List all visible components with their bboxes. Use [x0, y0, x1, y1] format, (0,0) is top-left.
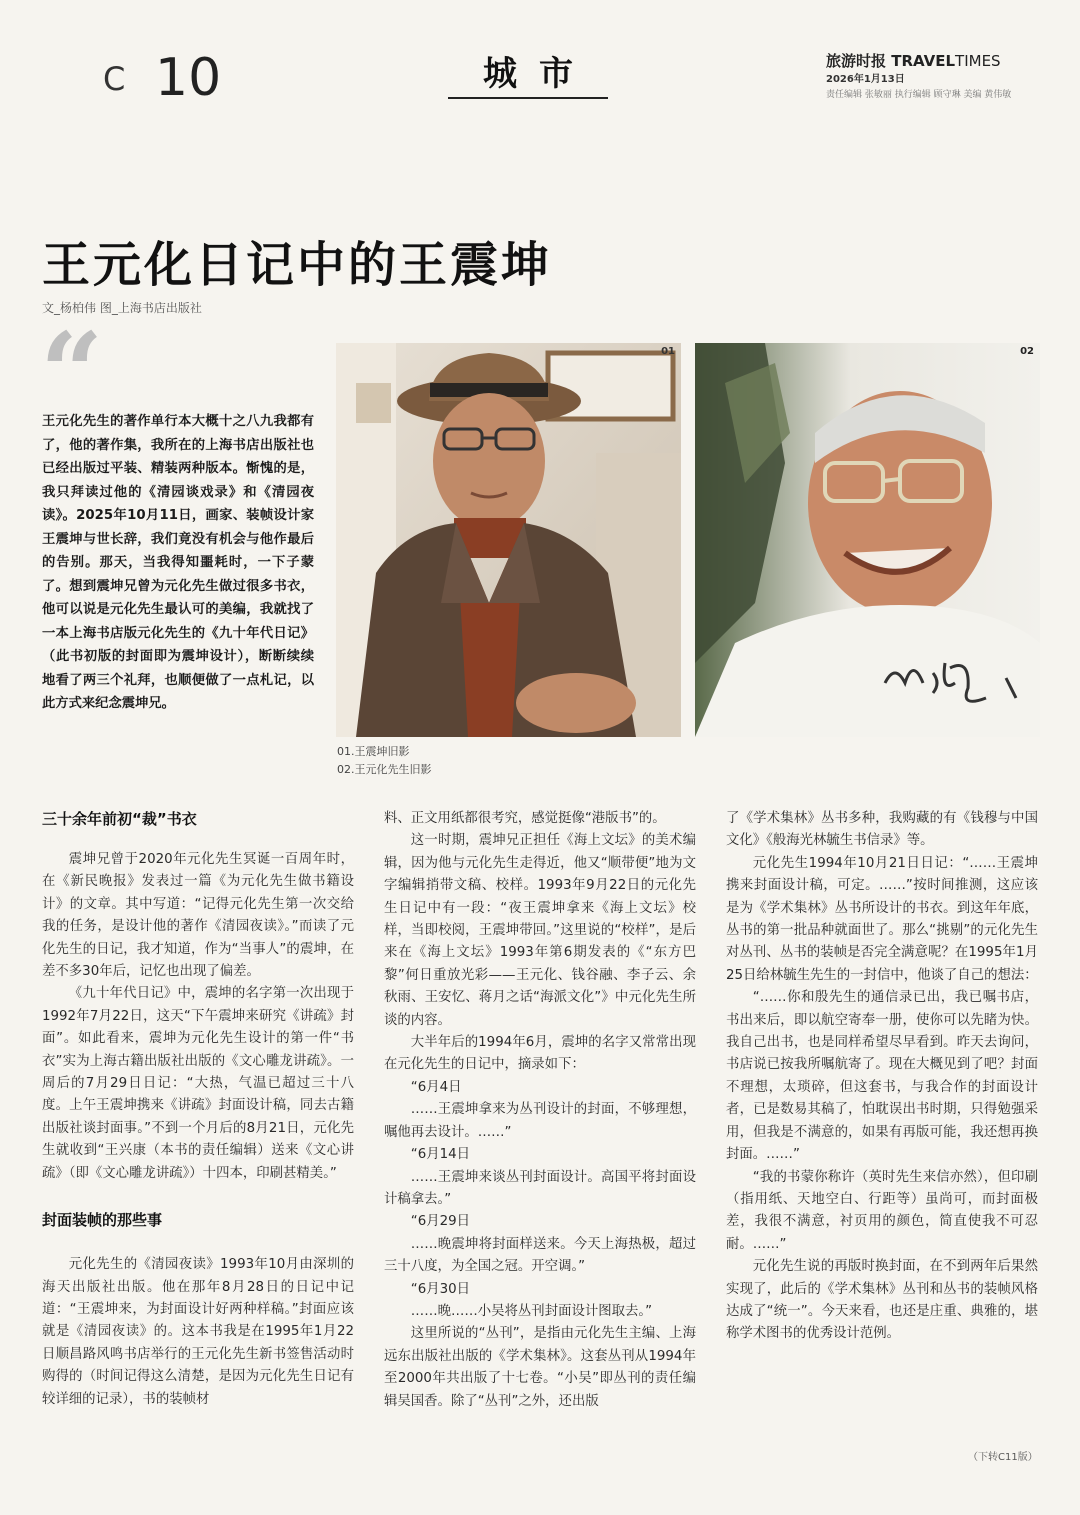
masthead-en: TIMES — [955, 52, 1001, 70]
paragraph: 大半年后的1994年6月，震坤的名字又常常出现在元化先生的日记中，摘录如下： — [384, 1035, 696, 1073]
diary-date: “6月4日 — [410, 1079, 462, 1095]
photo-number: 02 — [1020, 346, 1034, 357]
subheading: 三十余年前初“裁”书衣 — [42, 810, 197, 828]
article-column-2 — [384, 808, 696, 1413]
photo-caption: 01.王震坤旧影 — [337, 745, 410, 758]
diary-entry: ……王震坤拿来为丛刊设计的封面，不够理想，嘱他再去设计。……” — [384, 1102, 696, 1140]
masthead-cn: 旅游时报 — [826, 52, 887, 70]
issue-date: 2026年1月13日 — [826, 74, 905, 85]
diary-entry: ……晚……小吴将丛刊封面设计图取去。” — [410, 1303, 653, 1319]
diary-date: “6月29日 — [410, 1214, 471, 1230]
section-title: 城市 — [483, 54, 595, 94]
paragraph: 元化先生的《清园夜读》1993年10月由深圳的海天出版社出版。他在那年8月28日的日记中记道：“王震坤来，为封面设计好两种样稿。”封面应该就是《清园夜读》的。这本书我是在1995年1月22日顺昌路风鸣书店举行的王元化先生新书签售活动时购得的（时间记得这么清楚，是因为元化先生日记有较详细的记录），书的装帧材 — [42, 1257, 354, 1407]
diary-date: “6月30日 — [410, 1281, 471, 1297]
photo-wang-yuanhua — [695, 343, 1040, 737]
article-column-1 — [42, 808, 354, 1411]
photo-wang-zhenkun — [336, 343, 681, 737]
diary-entry: ……王震坤来谈丛刊封面设计。高国平将封面设计稿拿去。” — [384, 1169, 696, 1207]
photo-caption: 02.王元化先生旧影 — [337, 763, 432, 776]
masthead — [826, 50, 1001, 71]
paragraph: 元化先生1994年10月21日日记：“……王震坤携来封面设计稿，可定。……”按时间推测，这应该是为《学术集林》丛书所设计的书衣。到这年年底，丛书的第一批品种就面世了。那么“挑剔”的元化先生对丛刊、丛书的装帧是否完全满意呢？在1995年1月25日给林毓生先生的一封信中，他谈了自己的想法： — [726, 855, 1038, 983]
article-column-3 — [726, 808, 1038, 1346]
letter-quote: “我的书蒙你称许（英时先生来信亦然），但印刷（指用纸、天地空白、行距等）虽尚可，而封面极差，我很不满意，衬页用的颜色，简直使我不可忍耐。……” — [726, 1169, 1038, 1252]
continued-note: （下转C11版） — [968, 1452, 1038, 1463]
article-intro: 王元化先生的著作单行本大概十之八九我都有了，他的著作集，我所在的上海书店出版社也已经出版过平装、精装两种版本。惭愧的是，我只拜读过他的《清园谈戏录》和《清园夜读》。2025年10月11日，画家、装帧设计家王震坤与世长辞，我们竟没有机会与他作最后的告别。那天，当我得知噩耗时，一下子蒙了。想到震坤兄曾为元化先生做过很多书衣，他可以说是元化先生最认可的美编，我就找了一本上海书店版元化先生的《九十年代日记》（此书初版的封面即为震坤设计），断断续续地看了两三个礼拜，也顺便做了一点札记，以此方式来纪念震坤兄。 — [42, 414, 314, 711]
paragraph: 了《学术集林》丛书多种，我购藏的有《钱穆与中国文化》《般海光林毓生书信录》等。 — [726, 811, 1038, 849]
paragraph: 料、正文用纸都很考究，感觉挺像“港版书”的。 — [384, 811, 666, 826]
paragraph: 这里所说的“丛刊”，是指由元化先生主编、上海远东出版社出版的《学术集林》。这套丛刊从1994年至2000年共出版了十七卷。“小吴”即丛刊的责任编辑吴国香。除了“丛刊”之外，还出版 — [384, 1326, 696, 1409]
masthead-en-bold: TRAVEL — [891, 52, 956, 70]
article-headline: 王元化日记中的王震坤 — [42, 237, 553, 293]
diary-date: “6月14日 — [410, 1147, 471, 1163]
page-number-prefix: C — [103, 60, 136, 98]
editors-credit: 责任编辑 张敏丽 执行编辑 顾守琳 美编 黄伟敏 — [826, 90, 1012, 100]
paragraph: 《九十年代日记》中，震坤的名字第一次出现于1992年7月22日，这天“下午震坤来研究《讲疏》封面”。如此看来，震坤为元化先生设计的第一件“书衣”实为上海古籍出版社出版的《文心雕龙讲疏》。一周后的7月29日日记：“大热，气温已超过三十八度。上午王震坤携来《讲疏》封面设计稿，同去古籍出版社谈封面事。”不到一个月后的8月21日，元化先生就收到“王兴康（本书的责任编辑）送来《文心讲疏》（即《文心雕龙讲疏》）十四本，印刷甚精美。” — [42, 986, 354, 1181]
paragraph: 元化先生说的再版时换封面，在不到两年后果然实现了，此后的《学术集林》丛刊和丛书的装帧风格达成了“统一”。今天来看，也还是庄重、典雅的，堪称学术图书的优秀设计范例。 — [726, 1259, 1038, 1342]
subheading: 封面装帧的那些事 — [42, 1211, 163, 1230]
page-number: 10 — [155, 48, 222, 108]
photo-number: 01 — [661, 346, 675, 357]
portrait-illustration-2 — [695, 343, 1040, 737]
portrait-illustration-1 — [336, 343, 681, 737]
diary-entry: ……晚震坤将封面样送来。今天上海热极，超过三十八度，为全国之冠。开空调。” — [384, 1236, 696, 1275]
letter-quote: “……你和殷先生的通信录已出，我已嘱书店，书出来后，即以航空寄奉一册，使你可以先睹为快。我自己出书，也是同样希望尽早看到。昨天去询问，书店说已按我所嘱航寄了。现在大概见到了吧？封面不理想，太琐碎，但这套书，与我合作的封面设计者，已是数易其稿了，怕耽误出书时期，只得勉强采用，但我是不满意的，如果有再版可能，我还想再换封面。……” — [726, 990, 1038, 1163]
article-byline: 文_杨柏伟 图_上海书店出版社 — [42, 301, 202, 315]
paragraph: 这一时期，震坤兄正担任《海上文坛》的美术编辑，因为他与元化先生走得近，他又“顺带便”地为文字编辑捎带文稿、校样。1993年9月22日的元化先生日记中有一段：“夜王震坤拿来《海上文坛》校样，当即校阅，王震坤带回。”这里说的“校样”，是后来在《海上文坛》1993年第6期发表的《“东方巴黎”何日重放光彩——王元化、钱谷融、李子云、余秋雨、王安忆、蒋月之话“海派文化”》中元化先生所谈的内容。 — [384, 833, 696, 1028]
paragraph: 震坤兄曾于2020年元化先生冥诞一百周年时，在《新民晚报》发表过一篇《为元化先生做书籍设计》的文章。其中写道：“记得元化先生第一次交给我的任务，是设计他的著作《清园夜读》。”而读了元化先生的日记，我才知道，作为“当事人”的震坤，在差不多30年后，记忆也出现了偏差。 — [42, 852, 354, 980]
quote-mark-icon: “ — [40, 308, 104, 437]
section-divider — [448, 97, 608, 99]
